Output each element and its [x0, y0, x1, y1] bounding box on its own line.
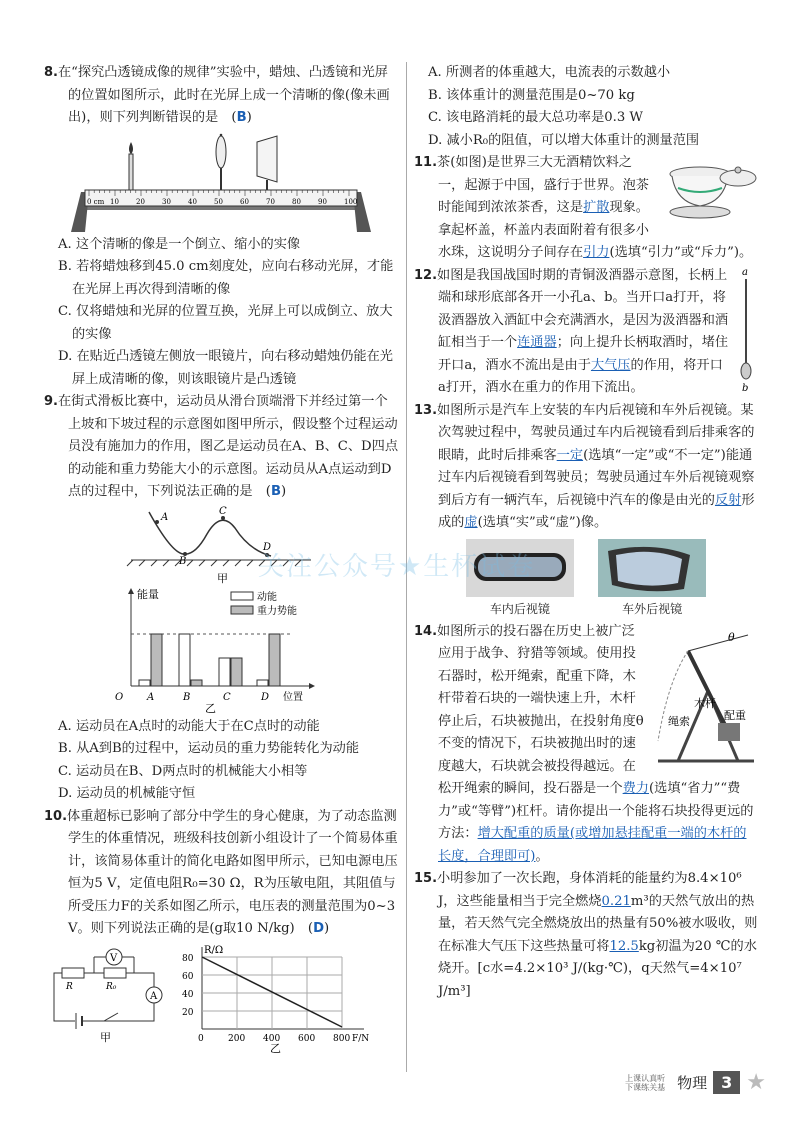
legend-swatch-kinetic — [231, 592, 253, 600]
stem-part: (选填“实”或“虚”)像。 — [477, 515, 608, 530]
question-14 — [414, 621, 758, 869]
label-weight: 配重 — [724, 708, 746, 722]
question-number: 15. — [414, 871, 438, 886]
voltmeter-label: V — [110, 952, 118, 964]
fill-blank-answer: 大气压 — [590, 357, 631, 373]
question-number: 8. — [44, 65, 58, 80]
question-number: 14. — [414, 623, 438, 639]
stem-part: 如图所示的投石器在历史上被广泛应用于战争、狩猎等领域。使用投石器时，松开绳索，配重下降，木杆带着石块的一端快速上升，木杆停止后，石块被抛出，在投射角度θ不变的情况下，石块被抛出时的速度越大，石块就会被投得越远。在松开绳索的瞬间，投石器是一个 — [437, 623, 644, 796]
point-label: C — [219, 505, 227, 517]
label-theta: θ — [728, 630, 735, 644]
fill-blank-answer: 连通器 — [517, 335, 557, 350]
fill-blank-answer: 费力 — [622, 781, 649, 796]
question-15 — [414, 868, 758, 1003]
energy-bar — [191, 680, 202, 686]
option: C. 运动员在B、D两点时的机械能大小相等 — [58, 763, 308, 779]
x-tick: C — [223, 691, 231, 703]
light-screen — [257, 136, 277, 190]
question-number: 12. — [414, 267, 438, 283]
energy-bar — [151, 634, 162, 686]
answer-badge: B — [236, 110, 247, 125]
ruler-tick-label: 60 — [240, 197, 249, 206]
energy-bars — [139, 634, 280, 686]
ruler-tick-label: 70 — [266, 197, 275, 206]
option: A. 运动员在A点时的动能大于在C点时的动能 — [58, 718, 320, 734]
tea-cup-image — [658, 152, 758, 222]
point-label: D — [263, 541, 272, 553]
ammeter-label: A — [150, 990, 158, 1002]
ruler-tick-label: 100 — [344, 197, 358, 206]
trebuchet-image — [648, 621, 758, 771]
stem-part: (选填“引力”或“斥力”)。 — [609, 245, 753, 260]
convex-lens — [216, 133, 226, 189]
energy-bar — [257, 680, 268, 686]
question-stem: 在“探究凸透镜成像的规律”实验中，蜡烛、凸透镜和光屏的位置如图所示，此时在光屏上成一个清晰的像(像未画出)，则下列判断错误的是 — [57, 65, 390, 125]
exterior-mirror-photo — [598, 539, 706, 617]
option: B. 若将蜡烛移到45.0 cm刻度处，应向右移动光屏，才能在光屏上再次得到清晰的像 — [58, 259, 394, 297]
footer-tagline: 上课认真听 下课练关基 — [625, 1073, 666, 1092]
footer-subject: 物理 — [677, 1074, 708, 1092]
question-8: 8.在“探究凸透镜成像的规律”实验中，蜡烛、凸透镜和光屏的位置如图所示，此时在光屏上成一个清晰的像(像未画出)，则下列判断错误的是 (B) 0 cm 10 20 30 40 50 60 70 80 90 100 A. 这个清晰的像是一个倒立、缩小的实像 B. 若将蜡烛移到45.0 cm刻度处，应向右移动光屏，才能在光屏上再次得到清晰的像 C. 仅将蜡烛和光屏的位置互换，光屏上可以成倒立、放大的实像 D. 在贴近凸透镜左侧放一眼镜片，向右移动蜡烛仍能在光屏上成清晰的像，则该眼镜片是凸透镜 — [44, 62, 398, 391]
y-axis-label: 能量 — [137, 587, 159, 601]
question-stem: 体重超标已影响了部分中学生的身心健康，为了动态监测学生的体重情况，班级科技创新小组设计了一个简易体重计，该简易体重计的简化电路如图甲所示，已知电源电压恒为5 V，定值电阻R₀=30 Ω，R为压敏电阻，其阻值与所受压力F的关系如图乙所示，电压表的测量范围为0~3 V。则下列说法正确的是(g取10 N/kg) — [67, 808, 398, 936]
option: A. 所测者的体重越大，电流表的示数越小 — [428, 65, 671, 80]
question-12 — [414, 265, 758, 400]
figure-label: 乙 — [205, 701, 216, 714]
question-stem: 在街式滑板比赛中，运动员从滑台顶端滑下并经过第一个上坡和下坡过程的示意图如图甲所示，假设整个过程运动员没有施加力的作用，图乙是运动员在A、B、C、D四点的动能和重力势能大小的示意图。运动员从A点运动到D点的过程中，下列说法正确的是 — [57, 394, 399, 499]
point-label: B — [179, 555, 187, 567]
stem-part: 如图所示是汽车上安装的车内后视镜和车外后视镜。某次驾驶过程中，驾驶员通过车内后视镜看到后排乘客的眼睛，此时后排乘客 — [437, 402, 755, 463]
fill-blank-answer: 一定 — [556, 447, 584, 463]
wine-dipper-image — [734, 265, 758, 395]
x-tick: D — [261, 691, 270, 703]
stem-part: ；向上提升长柄取酒时，堵住开口a，酒水不流出是由于 — [438, 335, 729, 373]
fill-blank-answer: 扩散 — [583, 200, 610, 215]
question-10: 10.体重超标已影响了部分中学生的身心健康，为了动态监测学生的体重情况，班级科技创新小组设计了一个简易体重计，该简易体重计的简化电路如图甲所示，已知电源电压恒为5 V，定值电阻R₀=30 Ω，R为压敏电阻，其阻值与所受压力F的关系如图乙所示，电压表的测量范围为0~3 V。则下列说法正确的是(g取10 N/kg) (D) V R R₀ A 甲 R/Ω 80 60 40 20 0 200 400 600 800 F/N 乙 — [44, 808, 398, 1053]
point-label: A — [161, 511, 169, 523]
option: B. 从A到B的过程中，运动员的重力势能转化为动能 — [58, 741, 360, 756]
ruler-tick-label: 90 — [318, 197, 327, 206]
y-tick: 60 — [182, 971, 194, 982]
ruler-tick-label: 30 — [162, 197, 171, 206]
ruler-tick-label: 50 — [214, 197, 223, 206]
ruler-tick-label: 20 — [136, 197, 145, 206]
question-13 — [414, 400, 758, 617]
question-number: 11. — [414, 155, 438, 170]
option: C. 该电路消耗的最大总功率是0.3 W — [428, 110, 643, 125]
ruler-tick-label: 40 — [188, 197, 197, 206]
question-number: 10. — [44, 808, 68, 824]
resistance-force-graph — [174, 943, 374, 1053]
energy-bar — [231, 658, 242, 686]
right-column — [414, 62, 758, 1003]
fill-blank-answer: 增大配重的质量(或增加悬挂配重一端的木杆的长度，合理即可) — [438, 826, 747, 864]
option: D. 减小R₀的阻值，可以增大体重计的测量范围 — [428, 132, 700, 148]
x-axis-label: 位置 — [283, 691, 303, 703]
stem-part: 现象。拿起杯盖，杯盖内表面附着有很多小水珠，这说明分子间存在 — [438, 200, 649, 260]
x-tick: A — [147, 691, 155, 703]
figure-label: 甲 — [217, 571, 228, 584]
energy-bar — [139, 680, 150, 686]
photo-caption: 车外后视镜 — [622, 601, 683, 616]
stem-part: m³的天然气放出的热量，若天然气完全燃烧放出的热量有50%被水吸收，则在标准大气压下这些热量可将 — [438, 893, 758, 954]
photo-caption: 车内后视镜 — [489, 601, 550, 616]
question-number: 9. — [44, 394, 58, 409]
page-footer — [625, 1070, 766, 1095]
fill-blank-answer: 12.5 — [609, 938, 639, 954]
y-tick: 80 — [182, 953, 194, 964]
stem-part: 的作用，将开口a打开，酒水在重力的作用下流出。 — [438, 357, 723, 395]
circuit-diagram — [44, 943, 164, 1043]
stem-part: 茶(如图)是世界三大无酒精饮料之一，起源于中国，盛行于世界。泡茶时能闻到浓浓茶香，这是 — [437, 155, 649, 215]
watermark: 关注公众号★生杯试卷 — [258, 552, 536, 582]
question-number: 13. — [414, 402, 438, 418]
x-tick: 600 — [298, 1033, 316, 1044]
x-tick: 200 — [228, 1033, 246, 1044]
stem-part: 小明参加了一次长跑，身体消耗的能量约为8.4×10⁶ J，这些能量相当于完全燃烧 — [437, 871, 742, 909]
energy-bar-chart — [111, 586, 331, 714]
option: D. 运动员的机械能守恒 — [58, 786, 196, 801]
fill-blank-answer: 虚 — [464, 515, 478, 530]
answer-badge: D — [313, 921, 325, 936]
stem-part: 。 — [535, 848, 549, 864]
ruler-tick-label: 0 cm — [87, 197, 105, 206]
legend-label: 动能 — [257, 591, 277, 603]
x-tick: 800 — [333, 1033, 351, 1044]
figure-label: 乙 — [270, 1041, 281, 1053]
page-number: 3 — [713, 1071, 740, 1094]
answer-badge: B — [270, 484, 282, 499]
resistor-label: R — [66, 981, 73, 992]
x-tick: 400 — [263, 1033, 281, 1044]
fill-blank-answer: 0.21 — [601, 893, 631, 909]
option: A. 这个清晰的像是一个倒立、缩小的实像 — [58, 236, 301, 252]
label-b: b — [742, 382, 749, 394]
stem-part: 如图是我国战国时期的青铜汲酒器示意图，长柄上端和球形底部各开一小孔a、b。当开口a打开，将汲酒器放入酒缸中会充满酒水，是因为汲酒器和酒缸相当于一个 — [437, 267, 729, 350]
stem-part: 形成的 — [438, 492, 755, 530]
question-11 — [414, 152, 758, 265]
stem-part: (选填“一定”或“不一定”)能通过车内后视镜看到驾驶员；驾驶员通过车外后视镜观察到后方有一辆汽车，后视镜中汽车的像是由光的 — [438, 447, 755, 508]
label-rod: 木杆 — [694, 696, 716, 710]
y-axis-label: R/Ω — [204, 944, 224, 956]
x-tick: B — [183, 691, 191, 703]
y-tick: 40 — [182, 989, 194, 1000]
ruler-tick-label: 10 — [110, 197, 119, 206]
energy-bar — [219, 658, 230, 686]
y-tick: 20 — [182, 1007, 194, 1018]
label-rope: 绳索 — [668, 714, 690, 728]
option: C. 仅将蜡烛和光屏的位置互换，光屏上可以成倒立、放大的实像 — [58, 304, 393, 342]
label-a: a — [742, 266, 748, 278]
origin-label: O — [115, 691, 124, 703]
fill-blank-answer: 引力 — [583, 245, 610, 260]
x-tick: 0 — [198, 1033, 204, 1044]
figure-label: 甲 — [100, 1030, 111, 1043]
legend-swatch-potential — [231, 606, 253, 614]
stem-part: kg初温为20 ℃的水烧开。[c水=4.2×10³ J/(kg·℃)，q天然气=4×10⁷ J/m³] — [438, 938, 757, 999]
resistor-label: R₀ — [106, 981, 117, 992]
legend-label: 重力势能 — [257, 605, 297, 617]
star-mascot-icon: ★ — [746, 1070, 766, 1095]
x-axis-label: F/N — [352, 1033, 370, 1044]
energy-bar — [179, 634, 190, 686]
energy-bar — [269, 634, 280, 686]
question-9: 9.在街式滑板比赛中，运动员从滑台顶端滑下并经过第一个上坡和下坡过程的示意图如图甲所示，假设整个过程运动员没有施加力的作用，图乙是运动员在A、B、C、D四点的动能和重力势能大小的示意图。运动员从A点运动到D点的过程中，下列说法正确的是 (B) A B C D 甲 能量 动能 重力势能 O A B C D 位置 乙 A. 运动员在A点时的动能大于在C点时的动能 B. 从A到B的过程中，运动员的重力势能转化为动能 C. 运动员在B、D两点时的机械能大小相等 D. 运动员的机械能守恒 — [44, 391, 398, 806]
option: B. 该体重计的测量范围是0~70 kg — [428, 87, 635, 103]
candle — [129, 142, 133, 190]
option: D. 在贴近凸透镜左侧放一眼镜片，向右移动蜡烛仍能在光屏上成清晰的像，则该眼镜片是凸透镜 — [58, 349, 393, 387]
ruler-tick-label: 80 — [292, 197, 301, 206]
stem-part: (选填“省力”“费力”或“等臂”)杠杆。请你提出一个能将石块投得更远的方法： — [438, 781, 754, 841]
lens-bench-figure — [71, 132, 371, 232]
fill-blank-answer: 反射 — [714, 492, 742, 508]
